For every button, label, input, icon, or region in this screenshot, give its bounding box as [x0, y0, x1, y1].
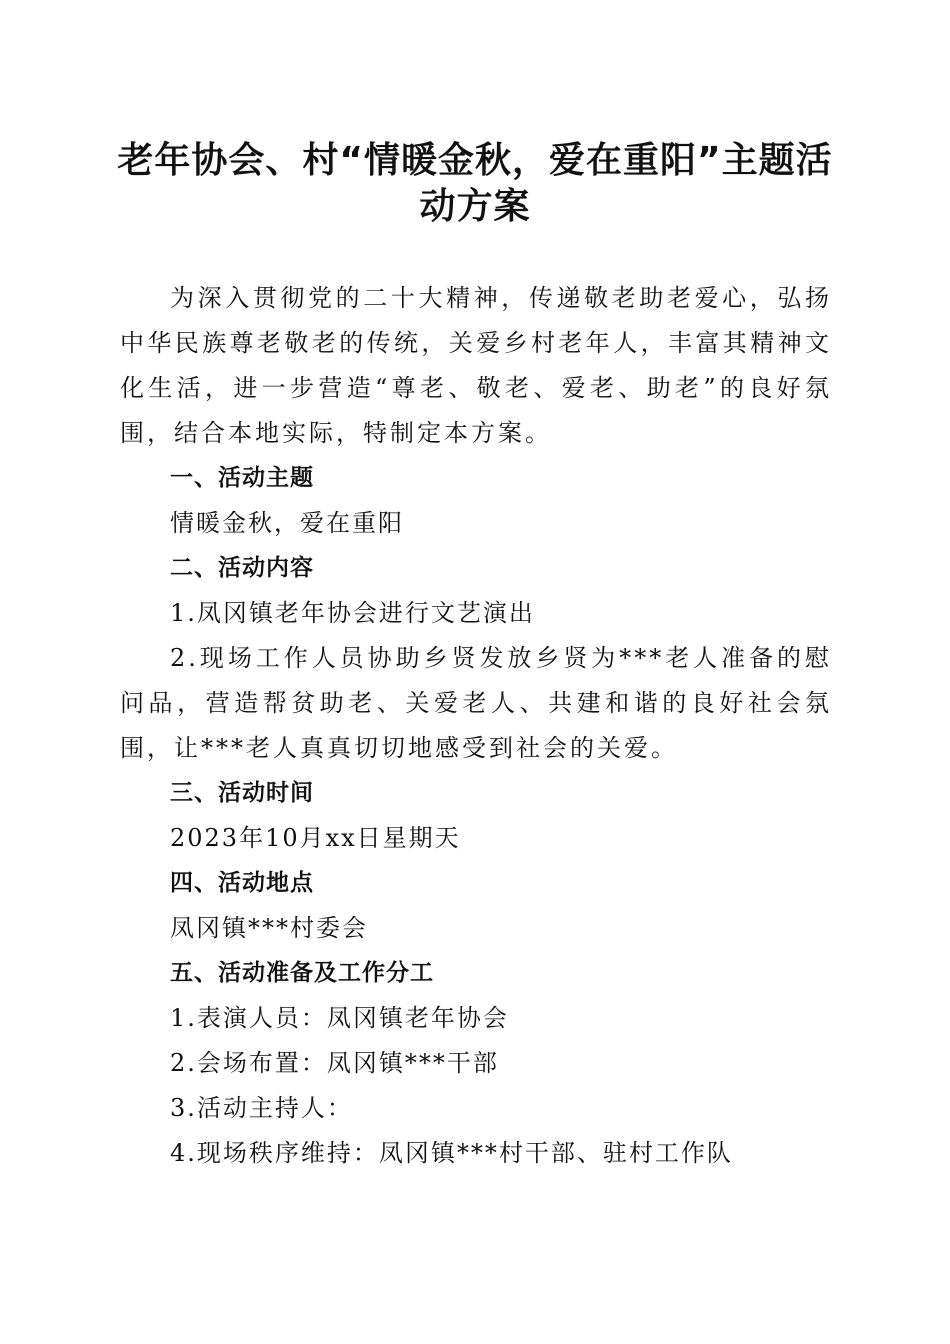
document-title-line-1: 老年协会、村“情暖金秋，爱在重阳”主题活: [117, 140, 833, 181]
section-heading-prep: 五、活动准备及工作分工: [170, 960, 434, 986]
prep-item-2: 2.会场布置：凤冈镇***干部: [170, 1049, 499, 1077]
document-body: [120, 276, 832, 1176]
document-title-line-2: 动方案: [419, 186, 531, 227]
section-heading-content: 二、活动内容: [170, 555, 314, 581]
section-heading-place: 四、活动地点: [170, 870, 314, 896]
section-heading-time: 三、活动时间: [170, 780, 314, 806]
prep-item-4: 4.现场秩序维持：凤冈镇***村干部、驻村工作队: [170, 1139, 733, 1167]
place-text: 凤冈镇***村委会: [170, 914, 368, 942]
section-heading-theme: 一、活动主题: [170, 465, 314, 491]
intro-paragraph: 为深入贯彻党的二十大精神，传递敬老助老爱心，弘扬中华民族尊老敬老的传统，关爱乡村老年人，丰富其精神文化生活，进一步营造“尊老、敬老、爱老、助老”的良好氛围，结合本地实际，特制定本方案。: [120, 284, 832, 447]
content-item-2: 2.现场工作人员协助乡贤发放乡贤为***老人准备的慰问品，营造帮贫助老、关爱老人、共建和谐的良好社会氛围，让***老人真真切切地感受到社会的关爱。: [120, 644, 832, 762]
prep-item-1: 1.表演人员：凤冈镇老年协会: [170, 1004, 509, 1032]
time-text: 2023年10月xx日星期天: [170, 824, 461, 852]
content-item-1: 1.凤冈镇老年协会进行文艺演出: [170, 599, 535, 627]
prep-item-3: 3.活动主持人：: [170, 1094, 353, 1122]
theme-text: 情暖金秋，爱在重阳: [170, 509, 404, 537]
